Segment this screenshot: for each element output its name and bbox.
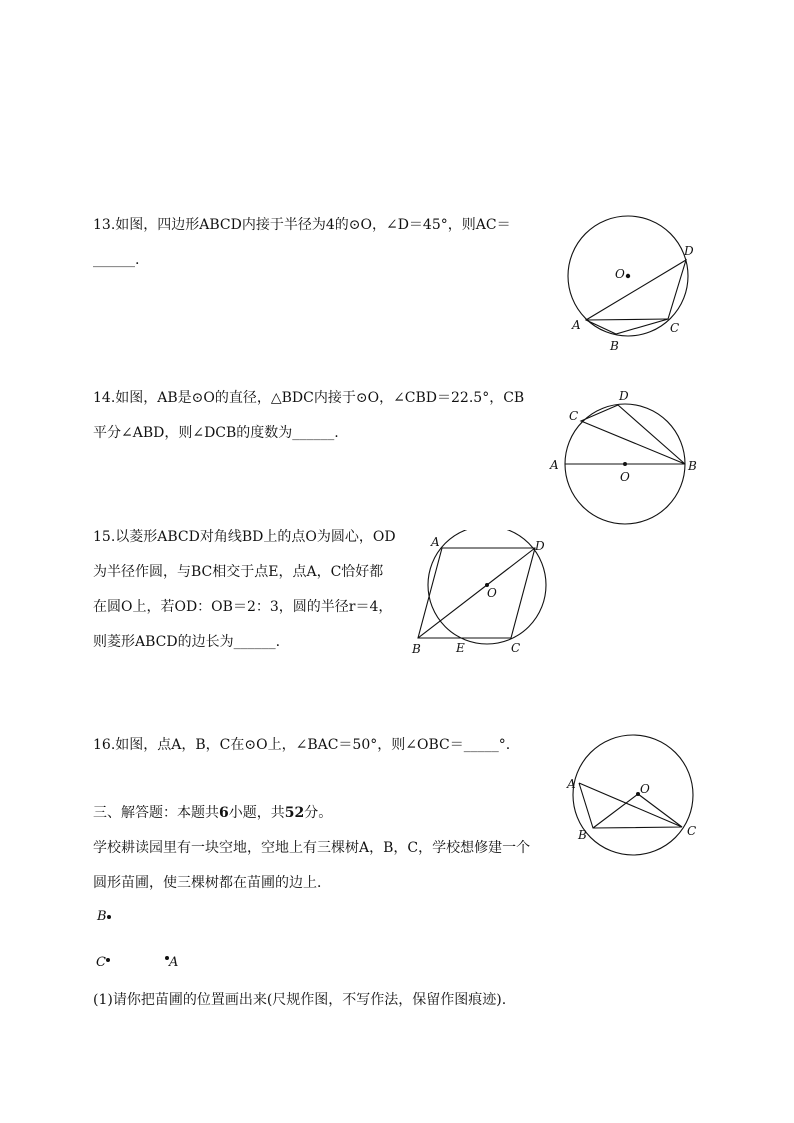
q13-label-c: C — [670, 321, 680, 335]
q16-label-o: O — [640, 782, 650, 796]
q15-text-line3: 在圆O上，若OD：OB＝2：3，圆的半径r＝4， — [93, 599, 393, 615]
q13-text-line1: 13.如图，四边形ABCD内接于半径为4的⊙O，∠D＝45°，则AC＝ — [93, 217, 511, 233]
q13-label-d: D — [684, 244, 694, 258]
q17-label-a: A — [169, 955, 179, 970]
q14-label-d: D — [619, 389, 629, 403]
q17-point-c — [96, 955, 110, 970]
section3-heading-post: 分。 — [304, 805, 333, 821]
q16-triangle-abc — [579, 783, 682, 828]
q14-text-line2: 平分∠ABD，则∠DCB的度数为______. — [93, 425, 339, 441]
q14-label-a: A — [550, 458, 559, 472]
q14-label-o: O — [620, 470, 630, 484]
q13-figure — [556, 212, 706, 357]
section3-total-score: 52 — [284, 805, 305, 821]
section3-heading-pre: 三、解答题：本题共 — [93, 805, 219, 821]
section3-heading-mid: 小题，共 — [228, 805, 285, 821]
q16-circle — [573, 735, 693, 855]
q16-radii-ob-oc — [593, 794, 682, 828]
q17-dot-c — [106, 958, 110, 962]
q15-label-e: E — [456, 641, 465, 655]
q15-text-line1: 15.以菱形ABCD对角线BD上的点O为圆心，OD — [93, 529, 396, 545]
q14-label-b: B — [688, 459, 697, 473]
q13-text-line2: ______. — [93, 252, 140, 268]
q13-label-o: O — [615, 267, 625, 281]
q13-diagonal-ac — [586, 319, 668, 320]
q17-sub1: (1)请你把苗圃的位置画出来(尺规作图，不写作法，保留作图痕迹). — [93, 992, 507, 1008]
q15-label-o: O — [487, 586, 497, 600]
q17-text-line2: 圆形苗圃，使三棵树都在苗圃的边上． — [93, 875, 331, 891]
q13-label-b: B — [610, 339, 619, 353]
q14-text-line1: 14.如图，AB是⊙O的直径，△BDC内接于⊙O，∠CBD＝22.5°，CB — [93, 390, 525, 406]
q14-label-c: C — [569, 409, 579, 423]
q17-label-b: B — [97, 909, 107, 924]
q15-label-b: B — [412, 642, 421, 656]
q17-text-line1: 学校耕读园里有一块空地，空地上有三棵树A，B，C，学校想修建一个 — [93, 840, 531, 856]
q16-figure — [562, 732, 712, 862]
q15-label-c: C — [511, 641, 521, 655]
q14-center-dot — [623, 462, 627, 466]
q17-point-a — [165, 955, 178, 970]
q16-label-c: C — [687, 824, 697, 838]
q13-center-dot — [626, 274, 630, 278]
q15-text-line2: 为半径作圆，与BC相交于点E，点A，C恰好都 — [93, 564, 384, 580]
q15-diagonal-bd — [418, 548, 535, 638]
section3-question-count: 6 — [219, 805, 229, 821]
q17-label-c: C — [96, 955, 106, 970]
q14-triangle-bdc — [581, 405, 685, 464]
q15-label-d: D — [535, 539, 545, 553]
q16-label-a: A — [567, 777, 576, 791]
q16-label-b: B — [578, 828, 587, 842]
q17-dot-b — [107, 915, 111, 919]
q15-text-line4: 则菱形ABCD的边长为______. — [93, 634, 281, 650]
q15-label-a: A — [431, 535, 440, 549]
q16-text-line1: 16.如图，点A，B，C在⊙O上，∠BAC＝50°，则∠OBC＝_____°. — [93, 737, 511, 753]
q17-point-b — [97, 909, 111, 924]
q13-label-a: A — [572, 318, 581, 332]
q14-figure — [545, 385, 705, 530]
q15-figure — [408, 530, 568, 660]
section3-heading — [93, 804, 332, 822]
